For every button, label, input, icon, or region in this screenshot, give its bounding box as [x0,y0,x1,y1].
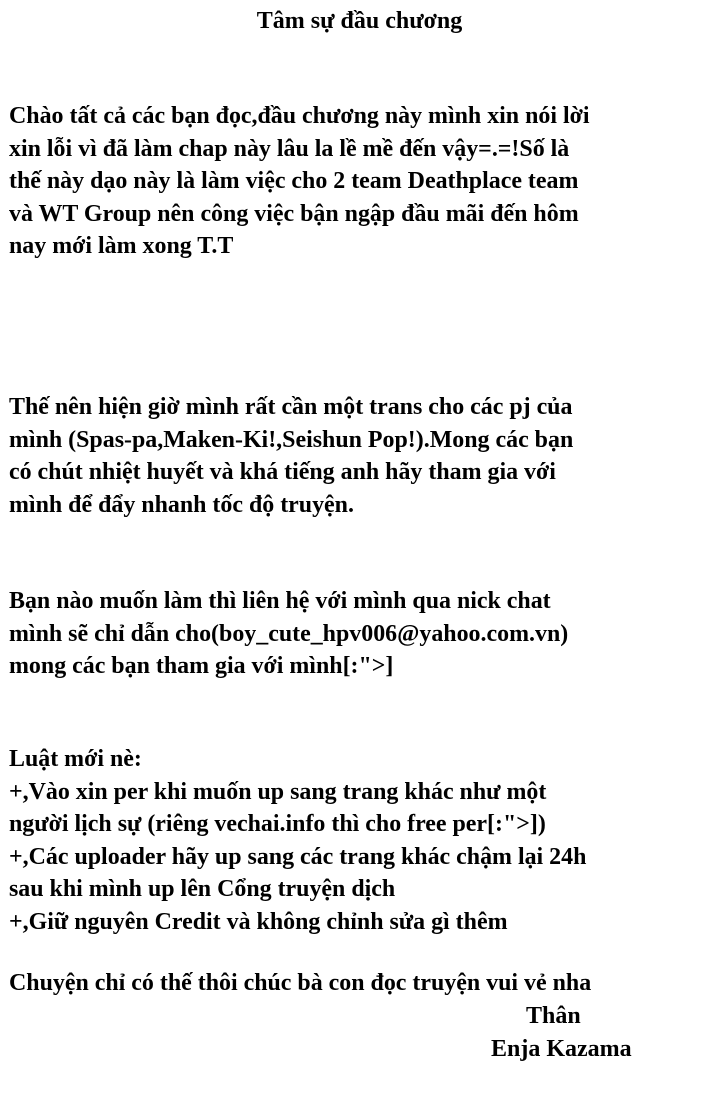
text-line: có chút nhiệt huyết và khá tiếng anh hãy tham gia với [9,459,556,486]
text-line: nay mới làm xong T.T [9,233,234,260]
rule-line: sau khi mình up lên Cổng truyện dịch [9,876,396,903]
rule-line: +,Giữ nguyên Credit và không chỉnh sửa gì thêm [9,908,508,935]
text-line: Thế nên hiện giờ mình rất cần một trans cho các pj của [9,394,573,420]
text-line: Chào tất cả các bạn đọc,đầu chương này mình xin nói lời [9,103,590,129]
text-line: Bạn nào muốn làm thì liên hệ với mình qua nick chat [9,588,551,614]
rule-line: người lịch sự (riêng vechai.info thì cho free per[:">]) [9,811,546,838]
rule-line: +,Các uploader hãy up sang các trang khác chậm lại 24h [9,843,587,870]
text-line: mình (Spas-pa,Maken-Ki!,Seishun Pop!).Mong các bạn [9,426,574,453]
signature-name: Enja Kazama [491,1036,632,1062]
text-line: mình để đẩy nhanh tốc độ truyện. [9,491,354,518]
text-line: Chuyện chỉ có thế thôi chúc bà con đọc truyện vui vẻ nha [9,970,592,996]
rules-heading: Luật mới nè: [9,746,142,772]
text-line: và WT Group nên công việc bận ngập đầu mãi đến hôm [9,200,579,227]
text-line: thế này dạo này là làm việc cho 2 team Deathplace team [9,168,579,195]
recruitment-paragraph [9,391,717,521]
signature-greeting: Thân [526,1003,581,1029]
page-title: Tâm sự đầu chương [256,8,463,34]
text-line: mình sẽ chỉ dẫn cho(boy_cute_hpv006@yahoo.com.vn) [9,620,569,647]
rule-line: +,Vào xin per khi muốn up sang trang khác như một [9,778,547,805]
text-line: mong các bạn tham gia với mình[:">] [9,653,394,680]
contact-paragraph [9,585,717,683]
text-line: xin lỗi vì đã làm chap này lâu la lề mề đến vậy=.=!Số là [9,135,570,162]
intro-paragraph [9,100,717,263]
rules-paragraph [9,743,717,939]
closing-paragraph [9,967,717,1000]
